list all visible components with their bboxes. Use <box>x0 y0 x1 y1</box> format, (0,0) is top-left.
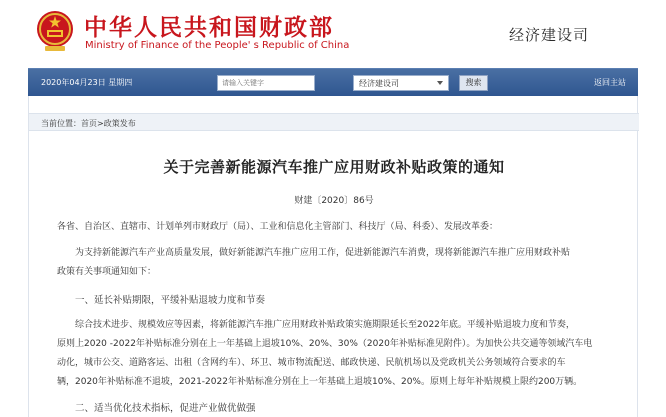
national-emblem-icon <box>35 8 75 54</box>
site-name-cn[interactable]: 中华人民共和国财政部 <box>84 15 334 41</box>
intro-line-2: 政策有关事项通知如下： <box>57 267 157 277</box>
site-header <box>0 0 666 68</box>
breadcrumb-separator: > <box>97 119 104 128</box>
breadcrumb-prefix: 当前位置： <box>41 119 81 128</box>
section-1-line-2: 原则上2020 -2022年补贴标准分别在上一年基础上退坡10%、20%、30%（2020年补贴标准见附件）。为加快公共交通等领域汽车电 <box>57 339 593 349</box>
breadcrumb <box>29 113 639 131</box>
top-navbar <box>28 68 638 96</box>
breadcrumb-current[interactable]: 政策发布 <box>103 119 136 128</box>
article-title: 关于完善新能源汽车推广应用财政补贴政策的通知 <box>163 158 505 176</box>
section-title: 经济建设司 <box>509 26 590 44</box>
site-name-en: Ministry of Finance of the People' s Republic of China <box>85 40 350 51</box>
section-1-line-3: 动化，城市公交、道路客运、出租（含网约车）、环卫、城市物流配送、邮政快递、民航机场以及党政机关公务领域符合要求的车 <box>57 358 566 368</box>
main-content <box>28 96 638 417</box>
recipients: 各省、自治区、直辖市、计划单列市财政厅（局）、工业和信息化主管部门、科技厅（局、科委）、发展改革委： <box>57 222 499 232</box>
section-1-heading: 一、延长补贴期限，平缓补贴退坡力度和节奏 <box>75 295 266 306</box>
section-1-line-4: 辆，2020年补贴标准不退坡，2021-2022年补贴标准分别在上一年基础上退坡10%、20%。原则上每年补贴规模上限约200万辆。 <box>57 377 583 387</box>
chevron-down-icon <box>437 81 443 85</box>
section-2-heading: 二、适当优化技术指标，促进产业做优做强 <box>75 403 256 414</box>
department-select[interactable] <box>353 75 449 91</box>
search-input[interactable] <box>217 75 315 91</box>
current-date: 2020年04月23日 星期四 <box>41 78 133 87</box>
document-number: 财建〔2020〕86号 <box>294 196 374 206</box>
department-select-value: 经济建设司 <box>359 79 399 88</box>
section-1-line-1: 综合技术进步、规模效应等因素，将新能源汽车推广应用财政补贴政策实施期限延长至2022年底。平缓补贴退坡力度和节奏， <box>75 320 575 330</box>
breadcrumb-home[interactable]: 首页 <box>81 119 97 128</box>
search-button[interactable]: 搜索 <box>459 75 488 91</box>
intro-line-1: 为支持新能源汽车产业高质量发展，做好新能源汽车推广应用工作，促进新能源汽车消费，现将新能源汽车推广应用财政补贴 <box>75 248 571 258</box>
return-home-link[interactable]: 返回主站 <box>594 78 626 87</box>
